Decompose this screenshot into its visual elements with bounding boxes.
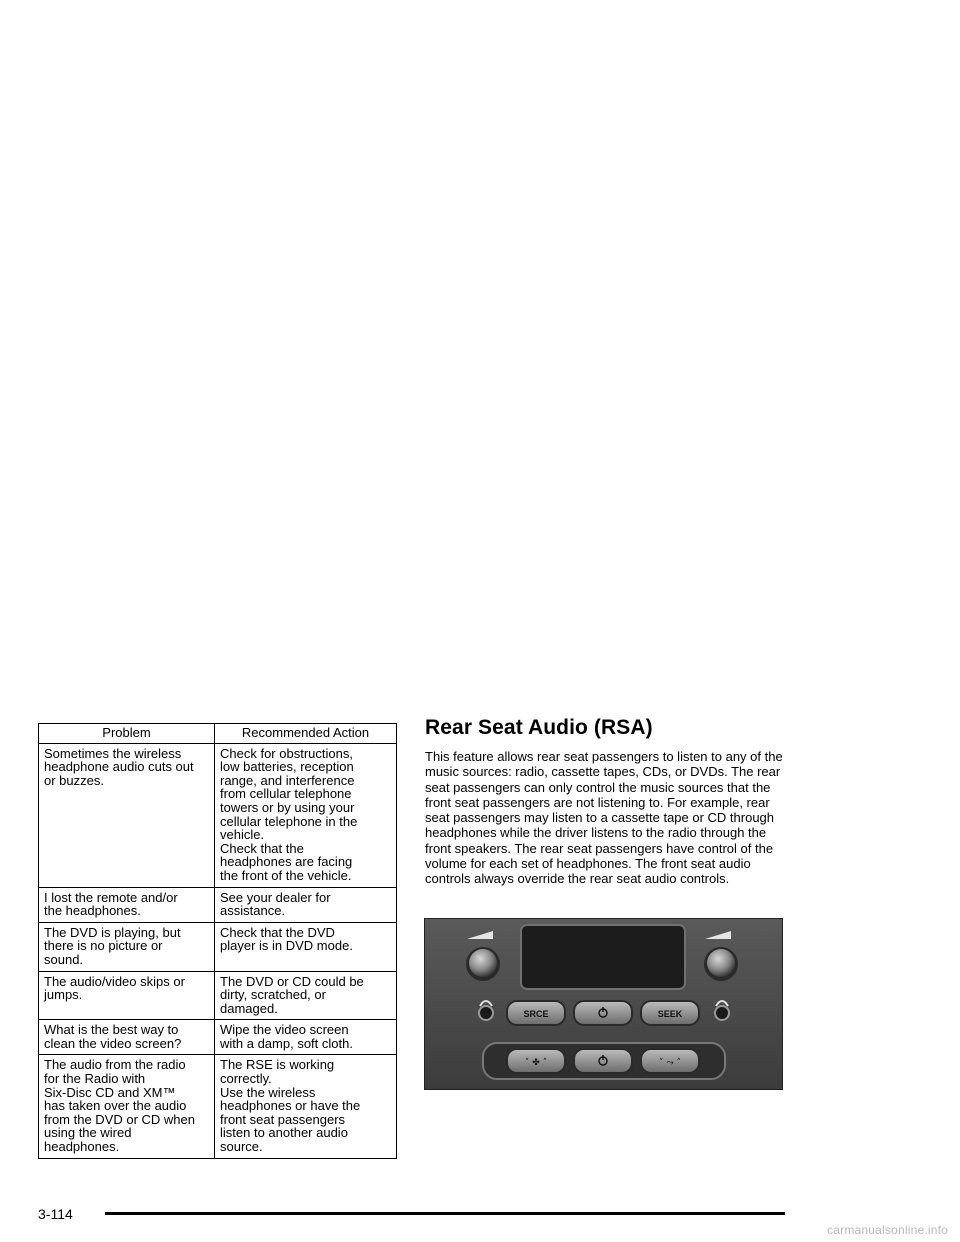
problem-cell [39, 1020, 215, 1055]
action-text: Wipe the video screen with a damp, soft cloth. [220, 1022, 353, 1051]
troubleshooting-table [38, 723, 397, 1159]
footer-rule [105, 1212, 785, 1215]
problem-text: The audio from the radio for the Radio with Six-Disc CD and XM™ has taken over the audio from the DVD or CD when using the wired headphones. [44, 1057, 195, 1155]
action-text: The DVD or CD could be dirty, scratched, or damaged. [220, 973, 364, 1016]
problem-cell [39, 1055, 215, 1158]
action-text: The RSE is working correctly. Use the wireless headphones or have the front seat passengers listen to another audio source. [220, 1057, 361, 1155]
rear-seat-audio-control-panel-image [424, 918, 783, 1090]
problem-text: The audio/video skips or jumps. [44, 973, 185, 1003]
left-headphone-jack[interactable] [479, 1006, 493, 1020]
air-mode-button[interactable] [641, 1049, 699, 1073]
action-cell [215, 922, 397, 971]
table-row [39, 743, 397, 887]
problem-cell [39, 743, 215, 887]
column-header-action: Recommended Action [215, 724, 397, 744]
right-headphone-jack[interactable] [715, 1006, 729, 1020]
table-row [39, 887, 397, 922]
action-cell [215, 1055, 397, 1158]
problem-text: The DVD is playing, but there is no picture or sound. [44, 924, 181, 967]
seek-button-label: SEEK [657, 1009, 683, 1019]
action-text: Check for obstructions, low batteries, reception range, and interference from cellular telephone towers or by using your cellular telephone in the vehicle. Check that the headphones are facing the front of the vehicle. [220, 745, 358, 883]
table-row [39, 971, 397, 1020]
air-direction-icon: ˅ ⤳ ˄ [659, 1058, 681, 1068]
problem-cell [39, 971, 215, 1020]
display-screen [521, 925, 685, 989]
climate-power-button[interactable] [574, 1049, 632, 1073]
seek-button[interactable] [641, 1001, 699, 1025]
fan-speed-button[interactable] [507, 1049, 565, 1073]
action-cell [215, 971, 397, 1020]
action-text: Check that the DVD player is in DVD mode. [220, 924, 353, 954]
watermark: carmanualsonline.info [827, 1223, 948, 1237]
column-header-problem: Problem [39, 724, 215, 744]
problem-text: I lost the remote and/or the headphones. [44, 889, 178, 919]
section-paragraph: This feature allows rear seat passengers to listen to any of the music sources: radio, cassette tapes, CDs, or DVDs. The rear seat passengers can only control the music sources that the front seat passengers are not listening to. For example, rear seat passengers may listen to a cassette tape or CD through headphones while the driver listens to the radio through the front speakers. The rear seat passengers have control of the volume for each set of headphones. The front seat audio controls always override the rear seat audio controls. [425, 749, 783, 887]
table-row [39, 1055, 397, 1158]
fan-icon: ˅ ✤ ˄ [524, 1058, 548, 1068]
problem-text: Sometimes the wireless headphone audio cuts out or buzzes. [44, 745, 194, 788]
table-header-row [39, 724, 397, 744]
problem-text: What is the best way to clean the video screen? [44, 1022, 182, 1051]
table-row [39, 922, 397, 971]
section-title: Rear Seat Audio (RSA) [425, 716, 653, 739]
page-number: 3-114 [38, 1206, 73, 1222]
power-button[interactable] [574, 1001, 632, 1025]
action-cell [215, 887, 397, 922]
action-cell [215, 743, 397, 887]
action-text: See your dealer for assistance. [220, 889, 331, 919]
action-cell [215, 1020, 397, 1055]
source-button[interactable] [507, 1001, 565, 1025]
problem-cell [39, 922, 215, 971]
source-button-label: SRCE [523, 1009, 549, 1019]
problem-cell [39, 887, 215, 922]
table-row [39, 1020, 397, 1055]
